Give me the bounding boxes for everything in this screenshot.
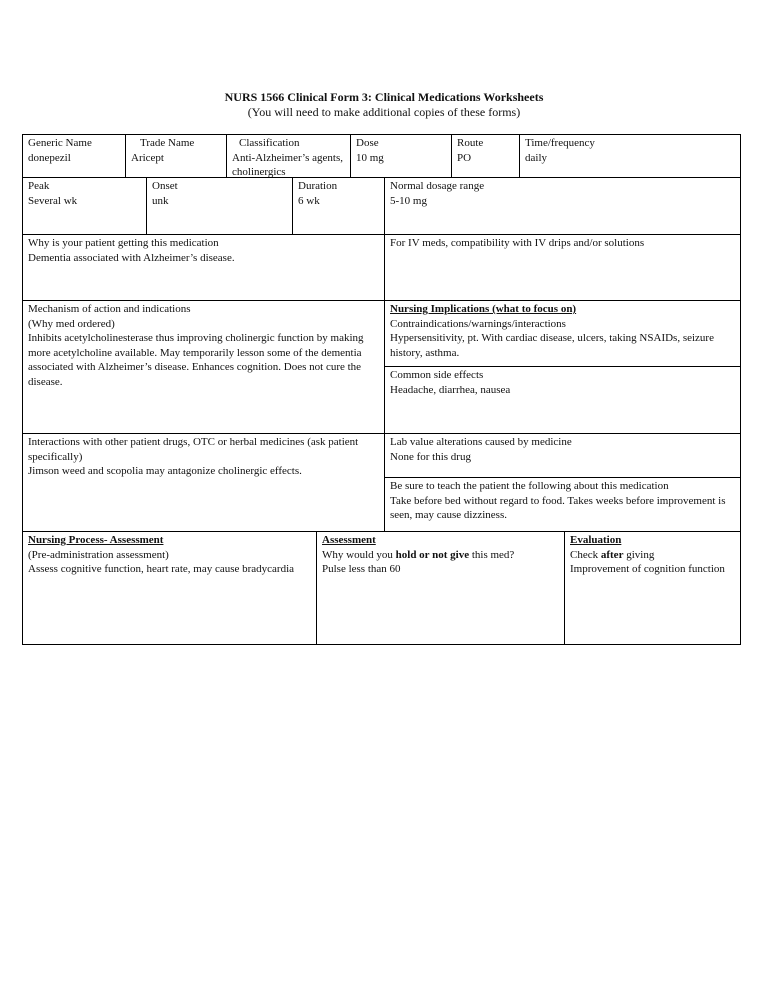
interactions-cell: [22, 433, 385, 532]
hold-assessment-cell: [316, 531, 565, 645]
hold-question-end: this med?: [469, 548, 515, 561]
page-title: NURS 1566 Clinical Form 3: Clinical Medications Worksheets: [224, 90, 544, 104]
patient-teaching-value: Take before bed without regard to food. Takes weeks before improvement is seen, may cause dizziness.: [390, 494, 729, 521]
dosage-range-value: 5-10 mg: [390, 194, 427, 207]
hold-question-bold: hold or not give: [395, 548, 470, 561]
pre-assessment-value: Assess cognitive function, heart rate, may cause bradycardia: [28, 563, 295, 575]
duration-label: Duration: [298, 180, 338, 192]
classification-cell: [226, 134, 351, 178]
interactions-label: Interactions with other patient drugs, OTC or herbal medicines (ask patient specifically): [28, 436, 361, 463]
peak-label: Peak: [28, 180, 50, 192]
time-frequency-label: Time/frequency: [525, 137, 595, 149]
patient-teaching-cell: [384, 477, 741, 532]
pre-assessment-label: (Pre-administration assessment): [28, 548, 169, 561]
reason-label: Why is your patient getting this medication: [28, 237, 219, 249]
trade-name-label: Trade Name: [140, 137, 195, 149]
lab-values-cell: [384, 433, 741, 478]
evaluation-heading: Evaluation: [570, 534, 622, 546]
iv-compatibility-cell: [384, 234, 741, 301]
dosage-range-cell: [384, 177, 741, 235]
route-value: PO: [457, 151, 472, 164]
trade-name-cell: [125, 134, 227, 178]
interactions-value: Jimson weed and scopolia may antagonize cholinergic effects.: [28, 465, 302, 477]
lab-values-label: Lab value alterations caused by medicine: [390, 436, 572, 448]
reason-value: Dementia associated with Alzheimer’s disease.: [28, 251, 235, 264]
side-effects-value: Headache, diarrhea, nausea: [390, 383, 511, 396]
dosage-range-label: Normal dosage range: [390, 180, 485, 192]
page-subtitle: (You will need to make additional copies of these forms): [247, 105, 521, 119]
time-frequency-cell: [519, 134, 741, 178]
evaluation-check-bold: after: [600, 548, 624, 561]
pre-assessment-heading: Nursing Process- Assessment: [28, 534, 164, 546]
evaluation-cell: [564, 531, 741, 645]
hold-question-start: Why would you: [322, 548, 396, 561]
peak-value: Several wk: [28, 194, 78, 207]
mechanism-cell: [22, 300, 385, 434]
dose-cell: [350, 134, 452, 178]
route-label: Route: [457, 137, 484, 149]
classification-label: Classification: [239, 137, 300, 149]
nursing-implications-cell: [384, 300, 741, 367]
contraindications-label: Contraindications/warnings/interactions: [390, 317, 566, 330]
nursing-implications-heading: Nursing Implications (what to focus on): [390, 303, 577, 315]
reason-cell: [22, 234, 385, 301]
time-frequency-value: daily: [525, 151, 547, 164]
onset-label: Onset: [152, 180, 178, 192]
duration-cell: [292, 177, 385, 235]
dose-label: Dose: [356, 137, 379, 149]
trade-name-value: Aricept: [131, 151, 164, 164]
classification-value: Anti-Alzheimer’s agents, cholinergics: [232, 151, 346, 178]
dose-value: 10 mg: [356, 151, 384, 164]
mechanism-value: Inhibits acetylcholinesterase thus improving cholinergic function by making more acetylcholine available. May temporarily lesson some of the dementia associated with Alzheimer’s disease. Enhances cognition. Does not cure the disease.: [28, 332, 367, 388]
side-effects-cell: [384, 366, 741, 434]
route-cell: [451, 134, 520, 178]
contraindications-value: Hypersensitivity, pt. With cardiac disease, ulcers, taking NSAIDs, seizure history, asthma.: [390, 332, 717, 359]
evaluation-check: [570, 548, 735, 563]
duration-value: 6 wk: [298, 194, 320, 207]
patient-teaching-label: Be sure to teach the patient the following about this medication: [390, 480, 669, 492]
evaluation-check-start: Check: [570, 548, 601, 561]
pre-assessment-cell: [22, 531, 317, 645]
evaluation-value: Improvement of cognition function: [570, 563, 725, 575]
generic-name-label: Generic Name: [28, 137, 92, 149]
lab-values-value: None for this drug: [390, 450, 471, 463]
evaluation-check-end: giving: [623, 548, 655, 561]
onset-cell: [146, 177, 293, 235]
onset-value: unk: [152, 194, 169, 207]
peak-cell: [22, 177, 147, 235]
hold-assessment-heading: Assessment: [322, 534, 376, 546]
mechanism-sublabel: (Why med ordered): [28, 317, 115, 330]
generic-name-value: donepezil: [28, 151, 71, 164]
mechanism-label: Mechanism of action and indications: [28, 303, 191, 315]
hold-question: [322, 548, 559, 563]
side-effects-label: Common side effects: [390, 369, 484, 381]
iv-compatibility-label: For IV meds, compatibility with IV drips and/or solutions: [390, 237, 645, 249]
hold-assessment-value: Pulse less than 60: [322, 563, 401, 575]
generic-name-cell: [22, 134, 126, 178]
